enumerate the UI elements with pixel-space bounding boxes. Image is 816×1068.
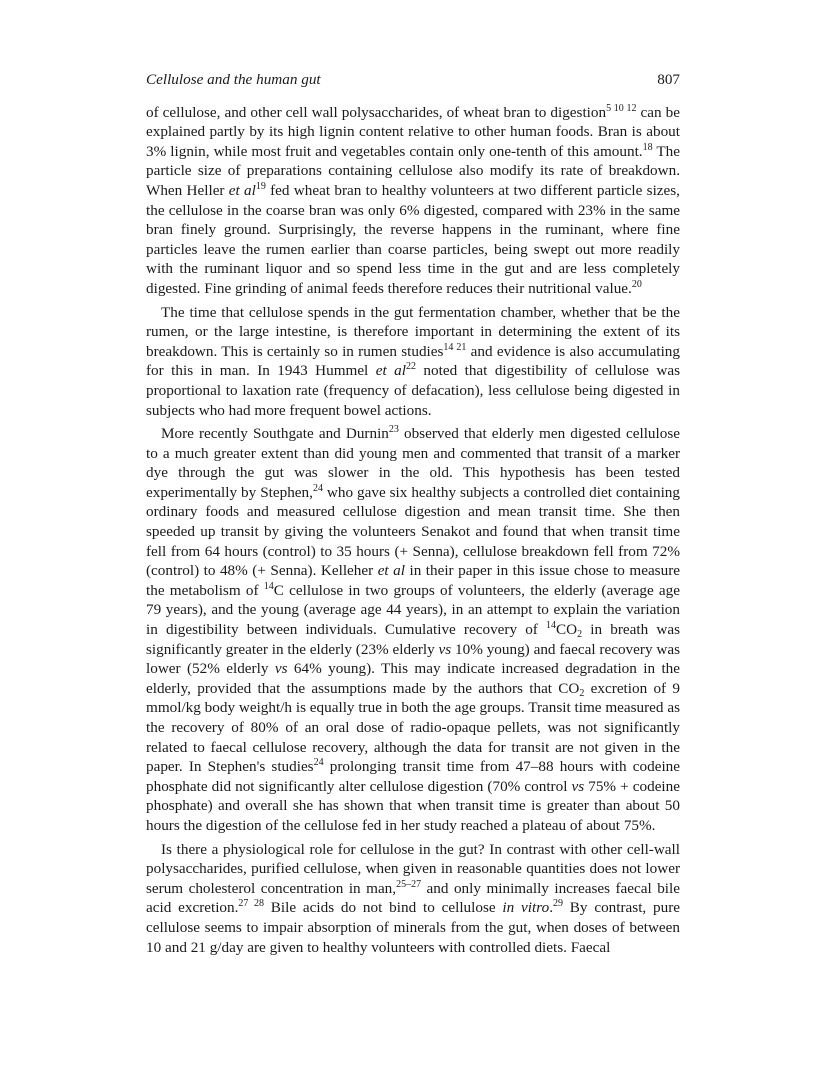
reference-superscript: 24	[313, 757, 324, 769]
text-run: 64% young). This may indicate increased degradation in the elderly, provided that the assumptions made by the authors that CO	[146, 660, 680, 697]
text-run: in their paper in this issue chose to measure the metabolism of	[146, 562, 680, 599]
text-run: excretion of 9 mmol/kg body weight/h is equally true in both the age groups. Transit time measured as the recovery of 80% of an oral dose of radio-opaque pellets, was not significantly related to faecal cellulose recovery, although the data for transit are not given in the paper. In Stephen's studies	[146, 679, 680, 776]
reference-superscript: 20	[631, 278, 642, 290]
reference-superscript: 18	[642, 141, 653, 153]
reference-superscript: 14 21	[443, 341, 467, 353]
text-run: .	[549, 899, 553, 917]
text-run: The particle size of preparations containing cellulose also modify its rate of breakdown. When Heller	[146, 142, 681, 199]
isotope-superscript: 14	[263, 580, 274, 592]
isotope-superscript: 14	[546, 620, 557, 632]
italic-text: vs	[438, 640, 452, 658]
text-run: and evidence is also accumulating for this in man. In 1943 Hummel	[146, 342, 680, 380]
running-head	[146, 70, 680, 90]
paragraph-3	[146, 424, 680, 835]
text-run: 10% young) and faecal recovery was lower (52% elderly	[146, 640, 681, 678]
paragraph-2	[146, 303, 680, 421]
journal-page	[146, 70, 680, 957]
text-run: Bile acids do not bind to cellulose	[263, 899, 503, 917]
page-number: 807	[657, 71, 680, 88]
reference-superscript: 5 10 12	[606, 102, 637, 114]
text-run: By contrast, pure cellulose seems to impair absorption of minerals from the gut, when doses of between 10 and 21 g/day are given to healthy volunteers with controlled diets. Faecal	[146, 899, 681, 956]
reference-superscript: 24	[312, 482, 323, 494]
subscript: 2	[579, 687, 585, 699]
reference-superscript: 22	[405, 361, 416, 373]
text-run: can be explained partly by its high lignin content relative to other human foods. Bran is about 3% lignin, while most fruit and vegetables contain only one-tenth of this amount.	[146, 103, 680, 160]
italic-text: vs	[274, 660, 288, 678]
text-run: of cellulose, and other cell wall polysaccharides, of wheat bran to digestion	[146, 103, 607, 121]
italic-text: vs	[571, 777, 585, 795]
text-run: noted that digestibility of cellulose was proportional to laxation rate (frequency of defacation), less cellulose being digested in subjects who had more frequent bowel actions.	[146, 362, 680, 419]
text-run: observed that elderly men digested cellulose to a much greater extent than did young men and commented that transit of a marker dye through the gut was slower in the old. This hypothesis has been tested experimentally by Stephen,	[146, 425, 680, 501]
reference-superscript: 25–27	[396, 878, 422, 890]
text-run: and only minimally increases faecal bile acid excretion.	[146, 879, 680, 917]
text-run: More recently Southgate and Durnin	[161, 425, 389, 443]
text-run: The time that cellulose spends in the gut fermentation chamber, whether that be the rumen, or the large intestine, is therefore important in determining the extent of its breakdown. This is certainly so in rumen studies	[146, 303, 680, 360]
italic-text: et al	[377, 562, 405, 580]
reference-superscript: 23	[388, 424, 399, 436]
text-run: who gave six healthy subjects a controlled diet containing ordinary foods and measured cellulose digestion and mean transit time. She then speeded up transit by giving the volunteers Senakot and found that when transit time fell from 64 hours (control) to 35 hours (+ Senna), cellulose breakdown fell from 72% (control) to 48% (+ Senna). Kelleher	[146, 483, 680, 580]
text-run: 75% + codeine phosphate) and overall she has shown that when transit time is greater than about 50 hours the digestion of the cellulose fed in her study reached a plateau of about 75%.	[146, 777, 680, 834]
text-run: Is there a physiological role for cellulose in the gut? In contrast with other cell-wall polysaccharides, purified cellulose, when given in reasonable quantities does not lower serum cholesterol concentration in man,	[146, 840, 680, 897]
subscript: 2	[577, 629, 583, 641]
text-run: prolonging transit time from 47–88 hours with codeine phosphate did not significantly alter cellulose digestion (70% control	[146, 758, 680, 795]
reference-superscript: 29	[552, 898, 563, 910]
italic-text: in vitro	[502, 899, 550, 917]
text-run: fed wheat bran to healthy volunteers at two different particle sizes, the cellulose in the coarse bran was only 6% digested, compared with 23% in the same bran finely ground. Surprisingly, the reverse happens in the ruminant, where fine particles leave the rumen earlier than coarse particles, being swept out more readily with the ruminant liquor and so spend less time in the gut and are less completely digested. Fine grinding of animal feeds therefore reduces their nutritional value.	[146, 181, 680, 297]
italic-text: et al	[228, 181, 256, 199]
text-run: CO	[556, 621, 578, 639]
running-title: Cellulose and the human gut	[146, 71, 321, 88]
paragraph-4	[146, 840, 680, 958]
text-run: in breath was significantly greater in the elderly (23% elderly	[146, 621, 680, 658]
reference-superscript: 27 28	[238, 898, 264, 910]
paragraph-1	[146, 103, 680, 299]
italic-text: et al	[375, 362, 406, 380]
reference-superscript: 19	[255, 180, 266, 192]
text-run: C cellulose in two groups of volunteers, the elderly (average age 79 years), and the young (average age 44 years), in an attempt to explain the variation in digestibility between individuals. Cumulative recovery of	[146, 581, 680, 639]
